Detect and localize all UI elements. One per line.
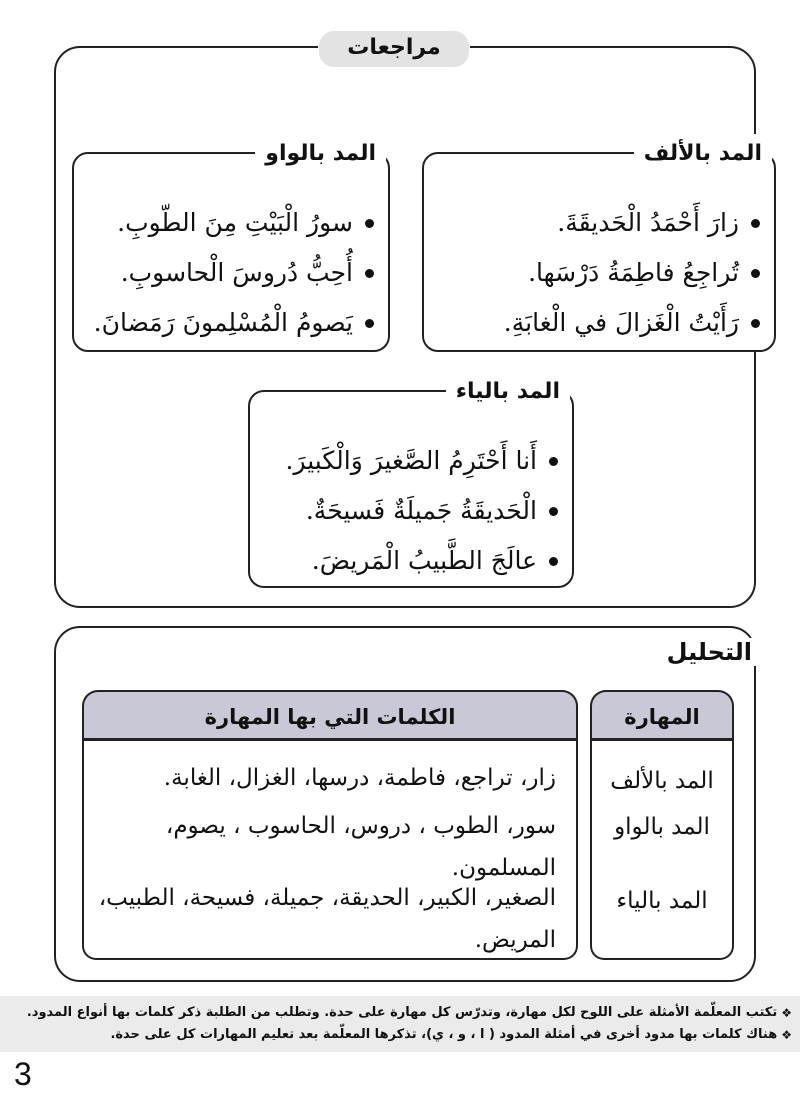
note-item: ❖ تكتب المعلّمة الأمثلة على اللوح لكل مهارة، وتدرّس كل مهارة على حدة. وتطلب من الطلبة ذكر كلمات بها أنواع المدود. [10,1002,792,1024]
words-column [82,738,578,960]
bullet-dot-icon [751,269,760,278]
list-item: تُراجِعُ فاطِمَةُ دَرْسَها. [432,248,760,298]
bullet-dot-icon [365,269,374,278]
card-alif-list [432,198,760,348]
list-item: يَصومُ الْمُسْلِمونَ رَمَضانَ. [82,298,374,348]
list-item: الْحَديقَةُ جَميلَةٌ فَسيحَةٌ. [258,486,558,536]
analysis-title: التحليل [657,638,762,666]
card-waw [72,141,390,352]
skill-cell-ya: المد بالياء [616,888,708,914]
list-item: أَنا أَحْتَرِمُ الصَّغيرَ وَالْكَبيرَ. [258,436,558,486]
skill-cell-alif: المد بالألف [610,768,714,794]
page-number: 3 [14,1056,32,1092]
diamond-icon: ❖ [781,1006,792,1020]
card-ya [248,379,574,588]
list-item: عالَجَ الطَّبيبُ الْمَريضَ. [258,536,558,586]
list-item: رَأَيْتُ الْغَزالَ في الْغابَةِ. [432,298,760,348]
bullet-dot-icon [549,557,558,566]
note-item: ❖ هناك كلمات بها مدود أخرى في أمثلة المدود ( ا ، و ، ي)، تذكرها المعلّمة بعد تعليم المهارات كل على حدة. [10,1024,792,1046]
list-item: أُحِبُّ دُروسَ الْحاسوبِ. [82,248,374,298]
header-skill: المهارة [590,690,734,740]
words-cell-alif: زار، تراجع، فاطمة، درسها، الغزال، الغابة. [163,765,556,791]
card-alif [422,141,776,352]
skill-cell-waw: المد بالواو [614,814,710,840]
words-cell-waw: سور، الطوب ، دروس، الحاسوب ، يصوم، المسلمون. [165,813,556,881]
bullet-dot-icon [365,319,374,328]
card-waw-title: المد بالواو [255,134,386,174]
bullet-dot-icon [549,507,558,516]
teacher-notes [0,996,800,1052]
diamond-icon: ❖ [781,1028,792,1042]
bullet-dot-icon [365,219,374,228]
skill-column [590,738,734,960]
list-item: زارَ أَحْمَدُ الْحَديقَةَ. [432,198,760,248]
card-alif-title: المد بالألف [634,134,772,174]
card-waw-list [82,198,374,348]
card-ya-title: المد بالياء [446,372,570,412]
bullet-dot-icon [751,319,760,328]
card-ya-list [258,436,558,586]
bullet-dot-icon [549,457,558,466]
list-item: سورُ الْبَيْتِ مِنَ الطّوبِ. [82,198,374,248]
words-cell-ya: الصغير، الكبير، الحديقة، جميلة، فسيحة، الطبيب، المريض. [98,885,556,953]
bullet-dot-icon [751,219,760,228]
header-words: الكلمات التي بها المهارة [82,690,578,740]
review-title: مراجعات [318,30,470,68]
